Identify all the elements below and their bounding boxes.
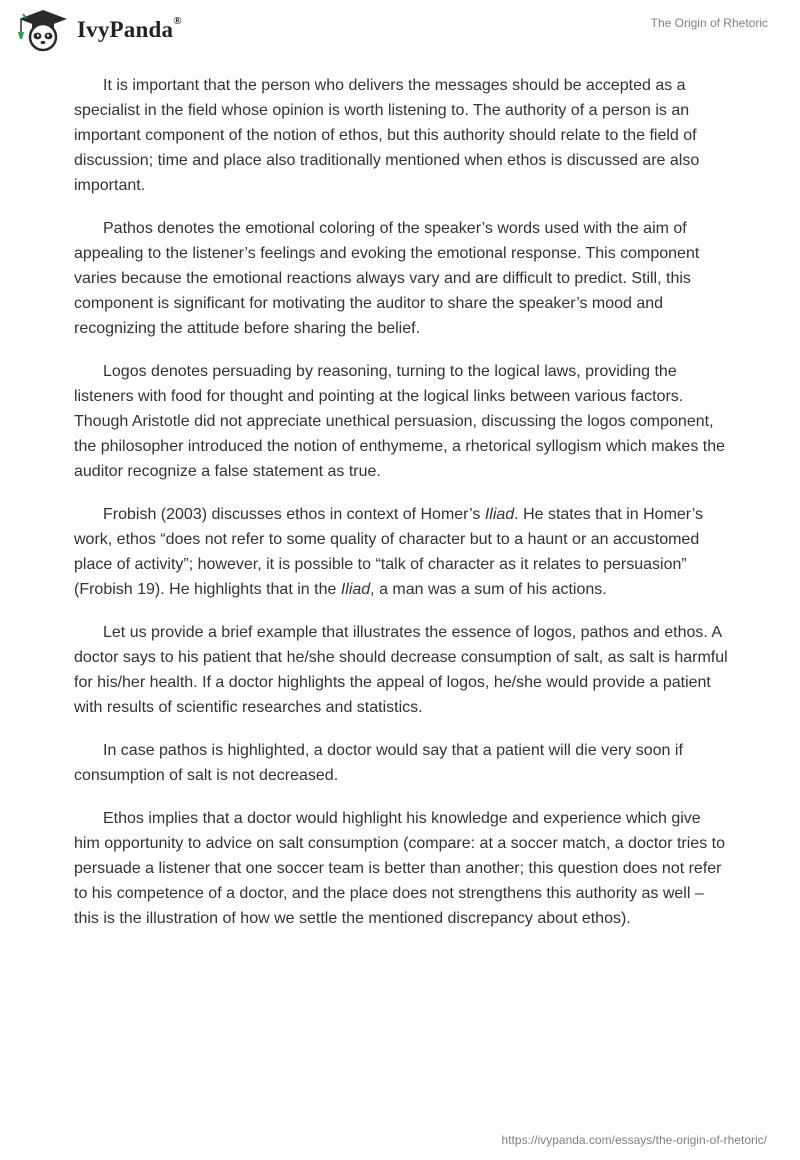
- ivypanda-logo[interactable]: [15, 8, 182, 52]
- paragraph-logos: Logos denotes persuading by reasoning, turning to the logical laws, providing the listeners with food for thought and pointing at the logical links between various factors. Though Aristotle did not appreciate unethical persuasion, discussing the logos component, the philosopher introduced the notion of enthymeme, a rhetorical syllogism which makes the auditor recognize a false statement as true.: [74, 363, 726, 480]
- iliad-title: Iliad: [340, 581, 371, 598]
- document-title: The Origin of Rhetoric: [650, 16, 768, 30]
- brand-name: IvyPanda®: [77, 15, 182, 42]
- page-header: [0, 0, 800, 60]
- iliad-title: Iliad: [484, 506, 515, 523]
- paragraph-ethos-example: Ethos implies that a doctor would highlight his knowledge and experience which give him opportunity to advice on salt consumption (compare: at a soccer match, a doctor tries to persuade a listener that one soccer team is better than another; this question does not refer to his competence of a doctor, and the place does not strengthens this authority as well – this is the illustration of how we settle the mentioned discrepancy about ethos).: [74, 810, 725, 927]
- paragraph-pathos: Pathos denotes the emotional coloring of the speaker’s words used with the aim of appealing to the listener’s feelings and evoking the emotional response. This component varies because the emotional reactions always vary and are difficult to predict. Still, this component is significant for motivating the auditor to share the speaker’s mood and recognizing the attitude before sharing the belief.: [74, 220, 700, 337]
- source-url[interactable]: https://ivypanda.com/essays/the-origin-of-rhetoric/: [501, 1133, 767, 1147]
- essay-body: [74, 73, 728, 949]
- paragraph-ethos-authority: It is important that the person who delivers the messages should be accepted as a specialist in the field whose opinion is worth listening to. The authority of a person is an important component of the notion of ethos, but this authority should relate to the field of discussion; time and place also traditionally mentioned when ethos is discussed are also important.: [74, 77, 700, 194]
- paragraph-frobish: Frobish (2003) discusses ethos in context of Homer’s Iliad. He states that in Homer’s work, ethos “does not refer to some quality of character but to a haunt or an accustomed place of activity”; however, it is possible to “talk of character as it relates to persuasion” (Frobish 19). He highlights that in the Iliad, a man was a sum of his actions.: [74, 506, 703, 598]
- paragraph-pathos-example: In case pathos is highlighted, a doctor would say that a patient will die very soon if consumption of salt is not decreased.: [74, 742, 683, 784]
- panda-logo-icon: [15, 8, 71, 52]
- paragraph-doctor-example: Let us provide a brief example that illustrates the essence of logos, pathos and ethos. A doctor says to his patient that he/she should decrease consumption of salt, as salt is harmful for his/her health. If a doctor highlights the appeal of logos, he/she would provide a patient with results of scientific researches and statistics.: [74, 624, 728, 716]
